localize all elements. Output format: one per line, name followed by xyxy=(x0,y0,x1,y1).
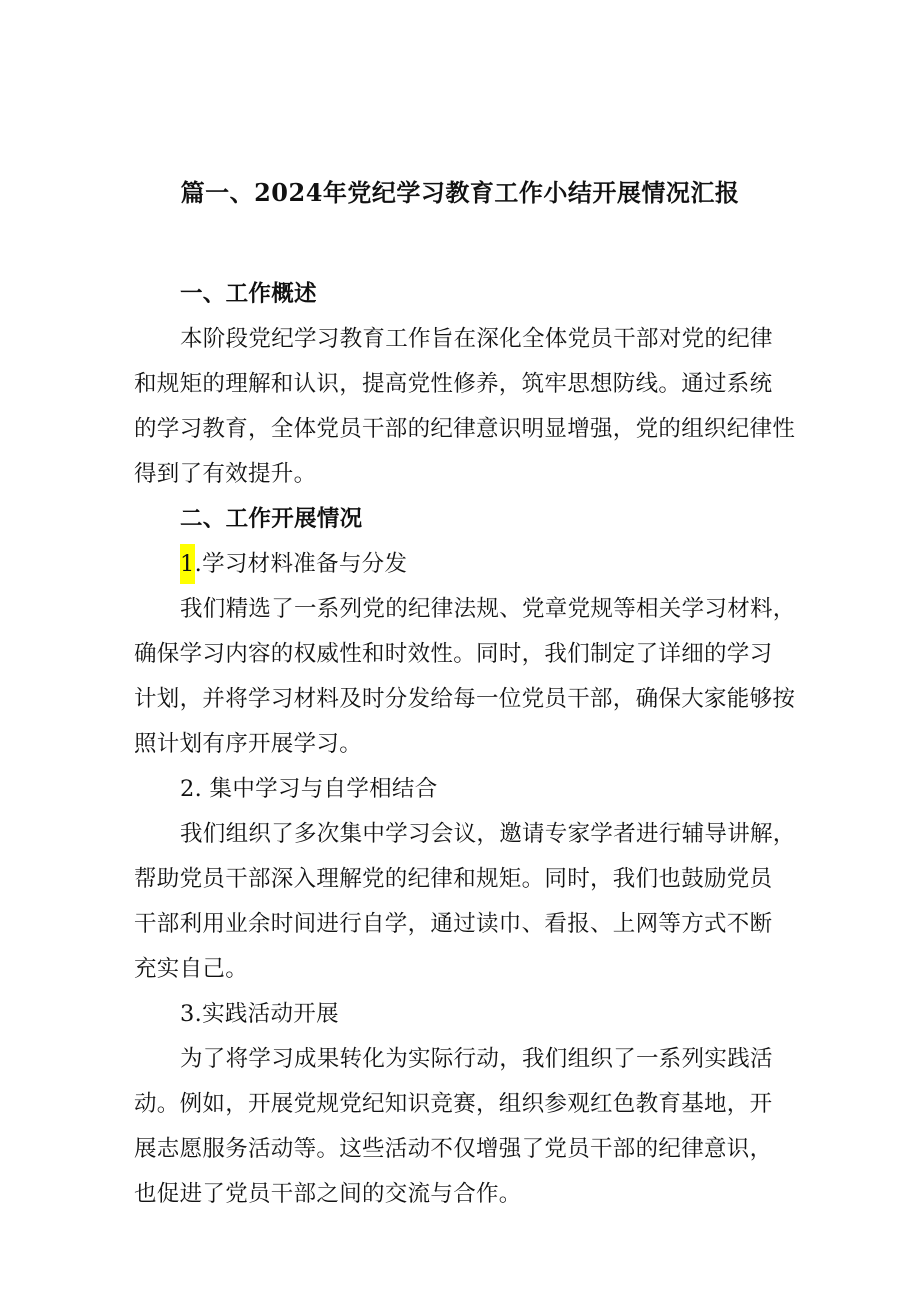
document-title: 篇一、2024年党纪学习教育工作小结开展情况汇报 xyxy=(180,178,740,207)
paragraph-line: 本阶段党纪学习教育工作旨在深化全体党员干部对党的纪律 xyxy=(180,326,773,352)
paragraph-line: 我们组织了多次集中学习会议，邀请专家学者进行辅导讲解， xyxy=(180,821,796,847)
paragraph-line: 帮助党员干部深入理解党的纪律和规矩。同时，我们也鼓励党员 xyxy=(134,866,773,892)
section-heading-progress: 二、工作开展情况 xyxy=(180,506,363,532)
paragraph-line: 计划，并将学习材料及时分发给每一位党员干部，确保大家能够按 xyxy=(134,686,796,712)
document-body xyxy=(134,272,794,1217)
highlighted-number: 1 xyxy=(180,544,195,584)
paragraph-line: 确保学习内容的权威性和时效性。同时，我们制定了详细的学习 xyxy=(134,641,773,667)
section-heading-overview: 一、工作概述 xyxy=(180,281,317,307)
paragraph-line: 动。例如，开展党规党纪知识竞赛，组织参观红色教育基地，开 xyxy=(134,1091,773,1117)
paragraph-line: 的学习教育，全体党员干部的纪律意识明显增强，党的组织纪律性 xyxy=(134,416,796,442)
subheading-study: 2. 集中学习与自学相结合 xyxy=(180,776,438,802)
paragraph-line: 和规矩的理解和认识，提高党性修养，筑牢思想防线。通过系统 xyxy=(134,371,773,397)
paragraph-line: 充实自己。 xyxy=(134,956,249,982)
paragraph-line: 得到了有效提升。 xyxy=(134,461,317,487)
subheading-practice: 3.实践活动开展 xyxy=(180,1001,339,1027)
subheading-materials xyxy=(134,542,794,587)
subheading-text: .学习材料准备与分发 xyxy=(194,551,408,577)
paragraph-line: 为了将学习成果转化为实际行动，我们组织了一系列实践活 xyxy=(180,1046,773,1072)
paragraph-line: 也促进了党员干部之间的交流与合作。 xyxy=(134,1181,522,1207)
paragraph-line: 照计划有序开展学习。 xyxy=(134,731,363,757)
paragraph-line: 干部利用业余时间进行自学，通过读巾、看报、上网等方式不断 xyxy=(134,911,773,937)
paragraph-line: 我们精选了一系列党的纪律法规、党章党规等相关学习材料， xyxy=(180,596,796,622)
paragraph-line: 展志愿服务活动等。这些活动不仅增强了党员干部的纪律意识， xyxy=(134,1136,773,1162)
